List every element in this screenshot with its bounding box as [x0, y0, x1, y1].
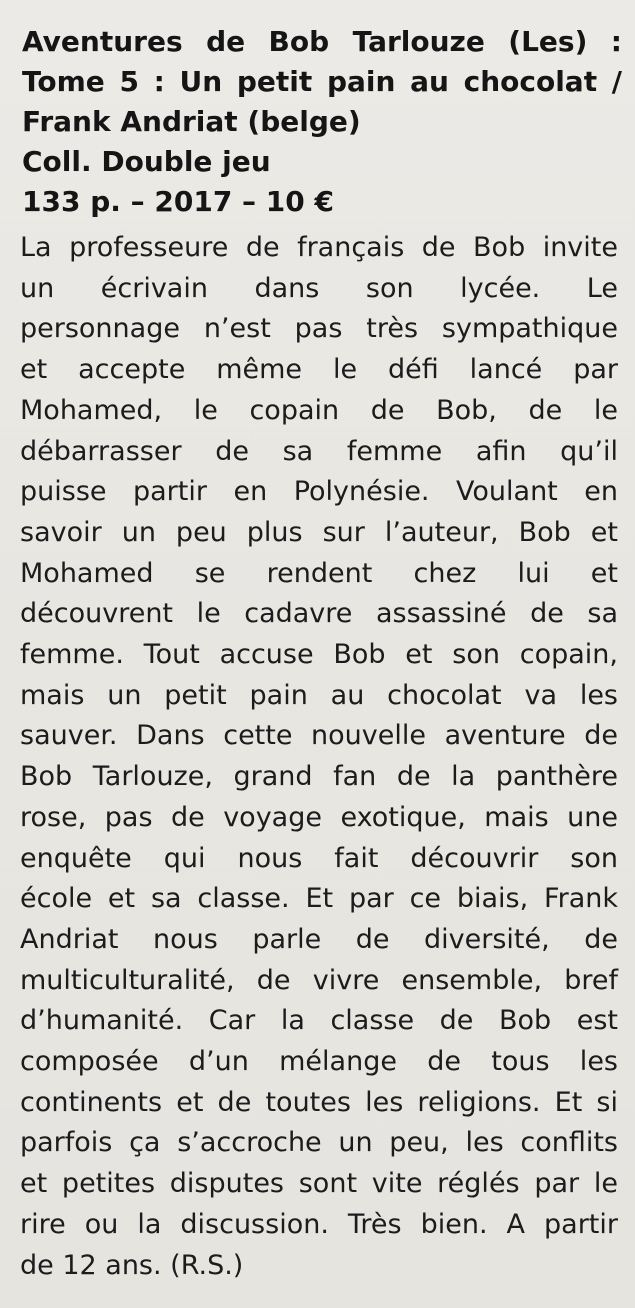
review-line: rire ou la discussion. Très bien. A partir	[20, 1208, 618, 1240]
review-line: puisse partir en Polynésie. Voulant en	[20, 476, 618, 508]
review-line: rose, pas de voyage exotique, mais une	[20, 801, 618, 833]
review-line: et petites disputes sont vite réglés par le	[20, 1168, 618, 1200]
review-line: La professeure de français de Bob invite	[20, 232, 618, 263]
book-collection: Coll. Double jeu	[22, 145, 271, 178]
review-line: Mohamed, le copain de Bob, de le	[20, 394, 618, 426]
review-line: de 12 ans. (R.S.)	[20, 1249, 244, 1281]
review-line: Andriat nous parle de diversité, de	[20, 923, 618, 955]
book-details: 133 p. – 2017 – 10 €	[22, 185, 334, 218]
book-title-line-2: Tome 5 : Un petit pain au chocolat /	[22, 65, 622, 98]
book-author: Frank Andriat (belge)	[22, 105, 361, 138]
review-line: Bob Tarlouze, grand fan de la panthère	[20, 761, 618, 793]
review-line: multiculturalité, de vivre ensemble, bref	[20, 964, 618, 996]
book-title-line-1: Aventures de Bob Tarlouze (Les) :	[22, 25, 622, 58]
review-line: d’humanité. Car la classe de Bob est	[20, 1005, 618, 1037]
review-line: personnage n’est pas très sympathique	[20, 313, 618, 345]
review-line: continents et de toutes les religions. Et si	[20, 1086, 618, 1118]
book-header	[22, 22, 622, 222]
review-line: école et sa classe. Et par ce biais, Frank	[20, 883, 618, 915]
review-line: sauver. Dans cette nouvelle aventure de	[20, 720, 618, 752]
review-text	[20, 228, 618, 1286]
review-line: découvrent le cadavre assassiné de sa	[20, 598, 618, 630]
review-line: parfois ça s’accroche un peu, les conflits	[20, 1127, 618, 1159]
review-line: composée d’un mélange de tous les	[20, 1046, 618, 1078]
review-line: mais un petit pain au chocolat va les	[20, 679, 618, 711]
review-line: savoir un peu plus sur l’auteur, Bob et	[20, 516, 618, 548]
review-line: et accepte même le défi lancé par	[20, 354, 618, 386]
review-line: Mohamed se rendent chez lui et	[20, 557, 618, 589]
review-line: enquête qui nous fait découvrir son	[20, 842, 618, 874]
review-line: un écrivain dans son lycée. Le	[20, 272, 618, 304]
review-line: femme. Tout accuse Bob et son copain,	[20, 639, 618, 671]
review-line: débarrasser de sa femme afin qu’il	[20, 435, 618, 467]
